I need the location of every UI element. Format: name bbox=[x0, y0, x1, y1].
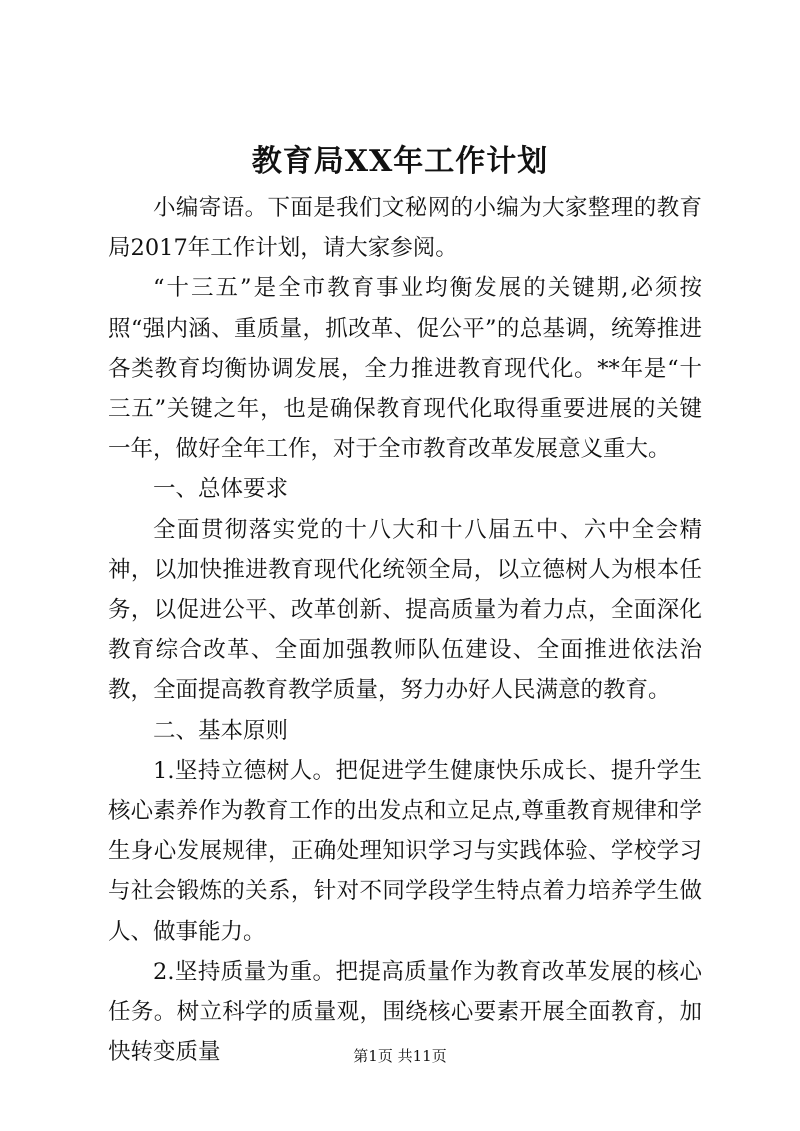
document-body bbox=[108, 188, 702, 1072]
section-heading-general-requirements: 一、总体要求 bbox=[153, 476, 289, 503]
background-paragraph: “十三五”是全市教育事业均衡发展的关键期,必须按照“强内涵、重质量，抓改革、促公平”的总基调，统筹推进各类教育均衡协调发展，全力推进教育现代化。**年是“十三五”关键之年，也是确保教育现代化取得重要进展的关键一年，做好全年工作，对于全市教育改革发展意义重大。 bbox=[108, 275, 702, 463]
intro-paragraph: 小编寄语。下面是我们文秘网的小编为大家整理的教育局2017年工作计划，请大家参阅。 bbox=[108, 195, 702, 262]
document-title: 教育局XX年工作计划 bbox=[251, 144, 549, 179]
page-footer bbox=[0, 1046, 800, 1066]
section-heading-basic-principles: 二、基本原则 bbox=[153, 717, 289, 744]
general-requirements-paragraph: 全面贯彻落实党的十八大和十八届五中、六中全会精神，以加快推进教育现代化统领全局，以立德树人为根本任务，以促进公平、改革创新、提高质量为着力点，全面深化教育综合改革、全面加强教师队伍建设、全面推进依法治教，全面提高教育教学质量，努力办好人民满意的教育。 bbox=[108, 516, 702, 704]
principle-1-paragraph: 1.坚持立德树人。把促进学生健康快乐成长、提升学生核心素养作为教育工作的出发点和立足点,尊重教育规律和学生身心发展规律，正确处理知识学习与实践体验、学校学习与社会锻炼的关系，针对不同学段学生特点着力培养学生做人、做事能力。 bbox=[108, 757, 702, 945]
principle-2-paragraph: 2.坚持质量为重。把提高质量作为教育改革发展的核心任务。树立科学的质量观，围绕核心要素开展全面教育，加快转变质量 bbox=[108, 958, 702, 1066]
page-number: 第1页 共11页 bbox=[353, 1047, 447, 1065]
